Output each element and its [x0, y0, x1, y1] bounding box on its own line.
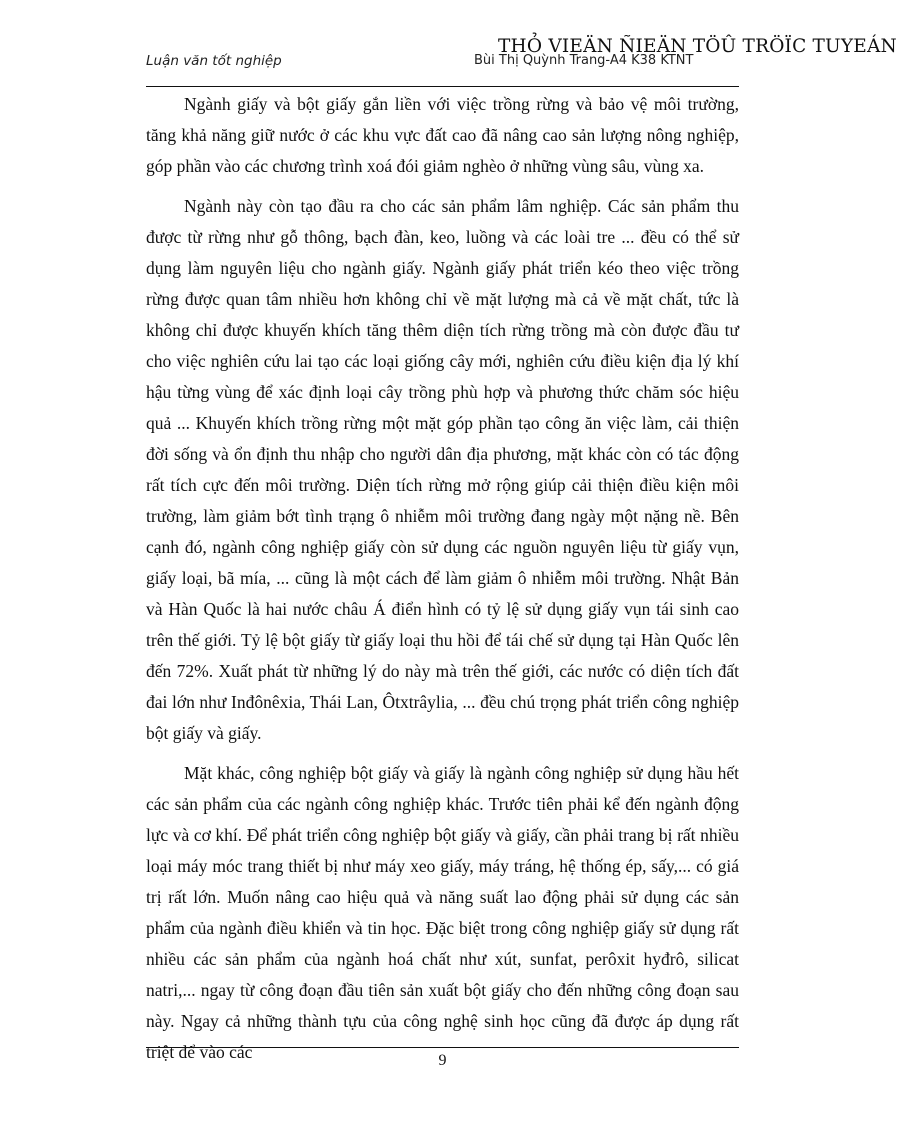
paragraph-3: Mặt khác, công nghiệp bột giấy và giấy là ngành công nghiệp sử dụng hầu hết các sản phẩm của các ngành công nghiệp khác. Trước tiên phải kể đến ngành động lực và cơ khí. Để phát triển công nghiệp bột giấy và giấy, cần phải trang bị rất nhiều loại máy móc trang thiết bị như máy xeo giấy, máy tráng, hệ thống ép, sấy,... có giá trị rất lớn. Muốn nâng cao hiệu quả và năng suất lao động phải sử dụng các sản phẩm của ngành điều khiển và tin học. Đặc biệt trong công nghiệp giấy sử dụng rất nhiều các sản phẩm của ngành hoá chất như xút, sunfat, perôxit hyđrô, silicat natri,... ngay từ công đoạn đầu tiên sản xuất bột giấy cho đến những công đoạn sau này. Ngay cả những thành tựu của công nghệ sinh học cũng đã được áp dụng rất triệt để vào các — [146, 763, 739, 1062]
footer-rule — [146, 1047, 739, 1048]
paragraph-1: Ngành giấy và bột giấy gắn liền với việc trồng rừng và bảo vệ môi trường, tăng khả năng giữ nước ở các khu vực đất cao đã nâng cao sản lượng nông nghiệp, góp phần vào các chương trình xoá đói giảm nghèo ở những vùng sâu, vùng xa. — [146, 94, 739, 176]
header-author: Bùi Thị Quỳnh Trang-A4 K38 KTNT — [474, 53, 694, 68]
page-number: 9 — [438, 1052, 447, 1069]
paragraph-2: Ngành này còn tạo đầu ra cho các sản phẩm lâm nghiệp. Các sản phẩm thu được từ rừng như gỗ thông, bạch đàn, keo, luồng và các loài tre ... đều có thể sử dụng làm nguyên liệu cho ngành giấy. Ngành giấy phát triển kéo theo việc trồng rừng được quan tâm nhiều hơn không chỉ về mặt lượng mà cả về mặt chất, tức là không chỉ được khuyến khích tăng thêm diện tích rừng trồng mà còn được đầu tư cho việc nghiên cứu lai tạo các loại giống cây mới, nghiên cứu điều kiện địa lý khí hậu từng vùng để xác định loại cây trồng phù hợp và phương thức chăm sóc hiệu quả ... Khuyến khích trồng rừng một mặt góp phần tạo công ăn việc làm, cải thiện đời sống và ổn định thu nhập cho người dân địa phương, mặt khác còn có tác động rất tích cực đến môi trường. Diện tích rừng mở rộng giúp cải thiện điều kiện môi trường, làm giảm bớt tình trạng ô nhiễm môi trường đang ngày một nặng nề. Bên cạnh đó, ngành công nghiệp giấy còn sử dụng các nguồn nguyên liệu từ giấy vụn, giấy loại, bã mía, ... cũng là một cách để làm giảm ô nhiễm môi trường. Nhật Bản và Hàn Quốc là hai nước châu Á điển hình có tỷ lệ sử dụng giấy vụn tái sinh cao trên thế giới. Tỷ lệ bột giấy từ giấy loại thu hồi để tái chế sử dụng tại Hàn Quốc lên đến 72%. Xuất phát từ những lý do này mà trên thế giới, các nước có diện tích đất đai lớn như Inđônêxia, Thái Lan, Ôtxtrâylia, ... đều chú trọng phát triển công nghiệp bột giấy và giấy. — [146, 196, 739, 743]
header-rule — [146, 86, 739, 87]
library-watermark: THỎ VIEÄN ÑIEÄN TÖÛ TRÖÏC TUYEÁN — [498, 36, 897, 57]
header-thesis-label: Luận văn tốt nghiệp — [146, 53, 282, 69]
body-text — [146, 89, 739, 1077]
